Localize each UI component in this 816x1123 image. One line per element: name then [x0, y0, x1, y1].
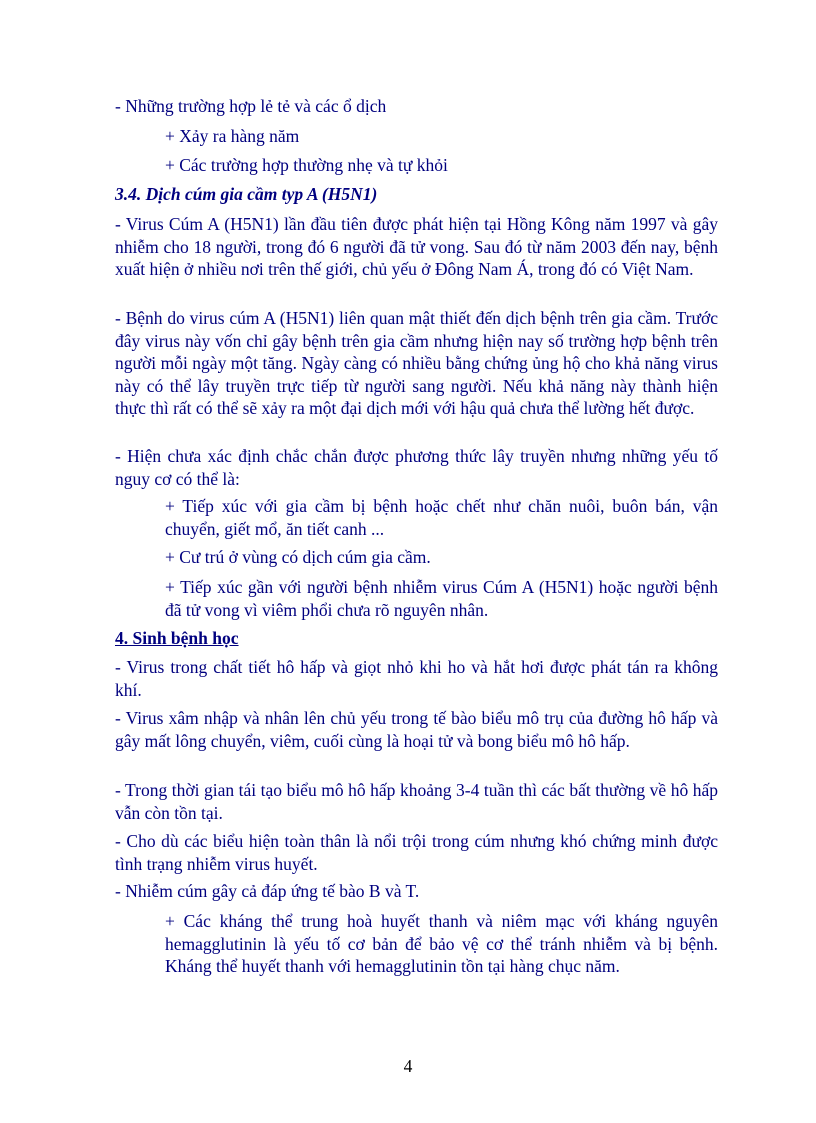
paragraph: - Hiện chưa xác định chắc chắn được phương thức lây truyền nhưng những yếu tố nguy cơ có thể là:: [115, 446, 718, 489]
paragraph: - Virus xâm nhập và nhân lên chủ yếu trong tế bào biểu mô trụ của đường hô hấp và gây mất lông chuyển, viêm, cuối cùng là hoại tử và bong biểu mô hô hấp.: [115, 708, 718, 751]
section-heading: 3.4. Dịch cúm gia cầm typ A (H5N1): [115, 184, 378, 204]
paragraph: - Trong thời gian tái tạo biểu mô hô hấp khoảng 3-4 tuần thì các bất thường về hô hấp vẫn còn tồn tại.: [115, 780, 718, 823]
bullet-item: + Xảy ra hàng năm: [165, 126, 300, 146]
paragraph: - Virus Cúm A (H5N1) lần đầu tiên được phát hiện tại Hồng Kông năm 1997 và gây nhiễm cho 18 người, trong đó 6 người đã tử vong. Sau đó từ năm 2003 đến nay, bệnh xuất hiện ở nhiều nơi trên thế giới, chủ yếu ở Đông Nam Á, trong đó có Việt Nam.: [115, 214, 718, 279]
bullet-item: + Tiếp xúc gần với người bệnh nhiễm virus Cúm A (H5N1) hoặc người bệnh đã tử vong vì viêm phổi chưa rõ nguyên nhân.: [165, 577, 718, 620]
bullet-item: + Tiếp xúc với gia cầm bị bệnh hoặc chết như chăn nuôi, buôn bán, vận chuyển, giết mổ, ăn tiết canh ...: [165, 496, 718, 539]
bullet-item: + Cư trú ở vùng có dịch cúm gia cầm.: [165, 547, 431, 567]
paragraph: - Những trường hợp lẻ tẻ và các ổ dịch: [115, 96, 387, 116]
page-number: 4: [403, 1056, 413, 1076]
paragraph: - Cho dù các biểu hiện toàn thân là nổi trội trong cúm nhưng khó chứng minh được tình trạng nhiễm virus huyết.: [115, 831, 718, 874]
section-heading: 4. Sinh bệnh học: [115, 628, 239, 648]
paragraph: - Bệnh do virus cúm A (H5N1) liên quan mật thiết đến dịch bệnh trên gia cầm. Trước đây virus này vốn chỉ gây bệnh trên gia cầm nhưng hiện nay số trường hợp bệnh trên người mỗi ngày một tăng. Ngày càng có nhiều bằng chứng ủng hộ cho khả năng virus này có thể lây truyền trực tiếp từ người sang người. Nếu khả năng này thành hiện thực thì rất có thể sẽ xảy ra một đại dịch mới với hậu quả chưa thể lường hết được.: [115, 308, 718, 418]
bullet-item: + Các trường hợp thường nhẹ và tự khỏi: [165, 155, 448, 175]
bullet-item: + Các kháng thể trung hoà huyết thanh và niêm mạc với kháng nguyên hemagglutinin là yếu tố cơ bản để bảo vệ cơ thể tránh nhiễm và bị bệnh. Kháng thể huyết thanh với hemagglutinin tồn tại hàng chục năm.: [165, 911, 718, 976]
paragraph: - Nhiễm cúm gây cả đáp ứng tế bào B và T.: [115, 881, 420, 901]
paragraph: - Virus trong chất tiết hô hấp và giọt nhỏ khi ho và hắt hơi được phát tán ra không khí.: [115, 657, 718, 700]
